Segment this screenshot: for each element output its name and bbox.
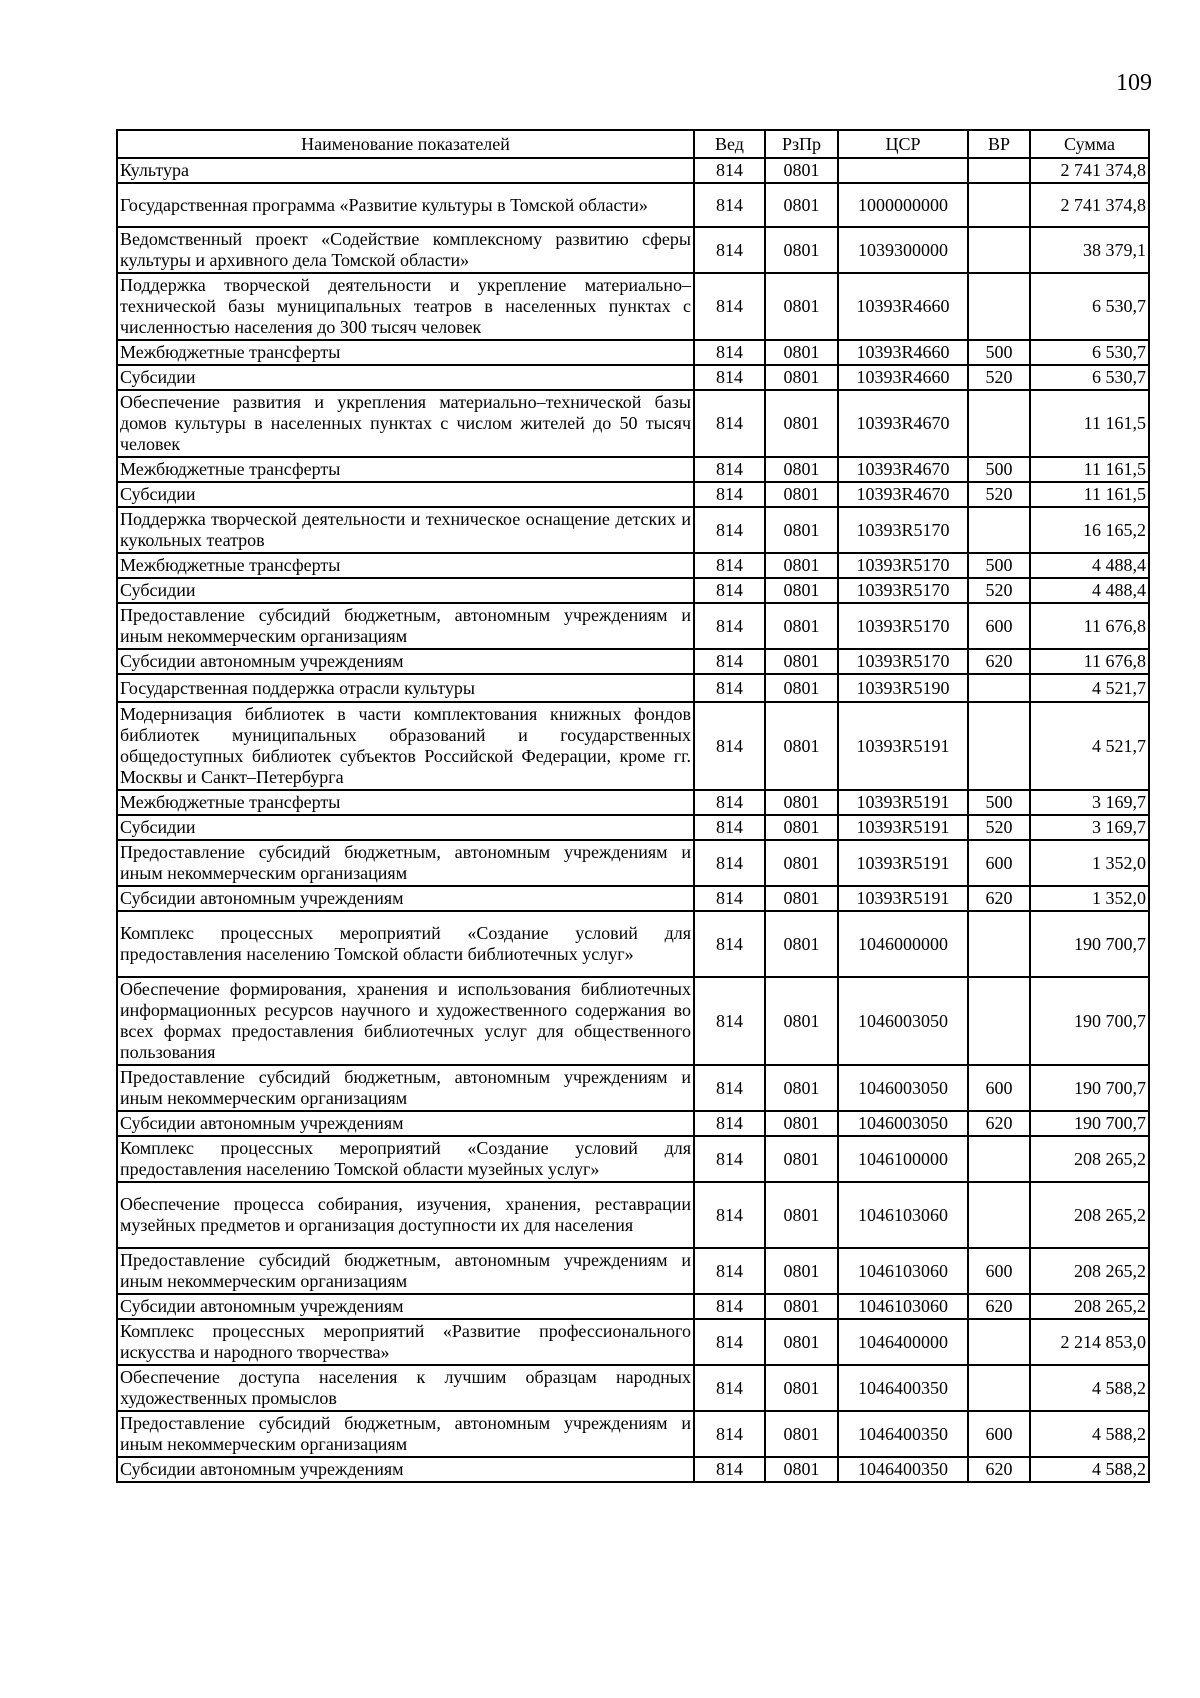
cell-ved: 814	[694, 578, 765, 603]
cell-ved: 814	[694, 390, 765, 457]
cell-sum: 4 521,7	[1030, 702, 1149, 790]
cell-ved: 814	[694, 183, 765, 227]
cell-ved: 814	[694, 1136, 765, 1182]
cell-rzpr: 0801	[765, 1182, 838, 1248]
cell-csr: 1046003050	[838, 977, 968, 1065]
cell-vr: 500	[968, 553, 1030, 578]
cell-name: Субсидии автономным учреждениям	[117, 1294, 694, 1319]
cell-rzpr: 0801	[765, 815, 838, 840]
header-csr: ЦСР	[838, 130, 968, 158]
cell-name: Поддержка творческой деятельности и техническое оснащение детских и кукольных театров	[117, 507, 694, 553]
cell-ved: 814	[694, 603, 765, 649]
cell-vr	[968, 1136, 1030, 1182]
cell-vr	[968, 911, 1030, 977]
table-row	[117, 1411, 1149, 1457]
table-row	[117, 1248, 1149, 1294]
cell-sum: 4 488,4	[1030, 578, 1149, 603]
cell-ved: 814	[694, 674, 765, 702]
cell-sum: 2 741 374,8	[1030, 183, 1149, 227]
cell-rzpr: 0801	[765, 1411, 838, 1457]
cell-sum: 190 700,7	[1030, 1111, 1149, 1136]
table-body	[117, 158, 1149, 1482]
cell-sum: 4 588,2	[1030, 1411, 1149, 1457]
cell-rzpr: 0801	[765, 390, 838, 457]
cell-ved: 814	[694, 1182, 765, 1248]
cell-csr: 10393R5191	[838, 702, 968, 790]
table-row	[117, 1365, 1149, 1411]
table-row	[117, 227, 1149, 273]
table-row	[117, 158, 1149, 183]
cell-ved: 814	[694, 977, 765, 1065]
header-rzpr: РзПр	[765, 130, 838, 158]
cell-rzpr: 0801	[765, 1319, 838, 1365]
cell-name: Предоставление субсидий бюджетным, автономным учреждениям и иным некоммерческим организациям	[117, 840, 694, 886]
cell-rzpr: 0801	[765, 674, 838, 702]
table-row	[117, 603, 1149, 649]
cell-sum: 11 161,5	[1030, 390, 1149, 457]
cell-csr: 10393R5191	[838, 790, 968, 815]
cell-vr: 600	[968, 1065, 1030, 1111]
table-row	[117, 911, 1149, 977]
cell-sum: 38 379,1	[1030, 227, 1149, 273]
cell-vr: 600	[968, 840, 1030, 886]
cell-name: Обеспечение процесса собирания, изучения, хранения, реставрации музейных предметов и организация доступности их для населения	[117, 1182, 694, 1248]
table-row	[117, 1294, 1149, 1319]
cell-csr: 10393R5170	[838, 603, 968, 649]
table-row	[117, 886, 1149, 911]
cell-sum: 208 265,2	[1030, 1136, 1149, 1182]
cell-name: Предоставление субсидий бюджетным, автономным учреждениям и иным некоммерческим организациям	[117, 603, 694, 649]
cell-csr: 10393R5170	[838, 578, 968, 603]
cell-csr	[838, 158, 968, 183]
cell-rzpr: 0801	[765, 1457, 838, 1482]
cell-ved: 814	[694, 886, 765, 911]
header-vr: ВР	[968, 130, 1030, 158]
cell-rzpr: 0801	[765, 183, 838, 227]
cell-name: Субсидии	[117, 365, 694, 390]
cell-ved: 814	[694, 1365, 765, 1411]
cell-vr: 620	[968, 1457, 1030, 1482]
table-row	[117, 365, 1149, 390]
header-ved: Вед	[694, 130, 765, 158]
cell-vr	[968, 183, 1030, 227]
cell-csr: 1046103060	[838, 1182, 968, 1248]
cell-name: Предоставление субсидий бюджетным, автономным учреждениям и иным некоммерческим организациям	[117, 1411, 694, 1457]
cell-vr: 620	[968, 1111, 1030, 1136]
table-row	[117, 273, 1149, 340]
table-row	[117, 390, 1149, 457]
cell-csr: 10393R5170	[838, 649, 968, 674]
table-row	[117, 790, 1149, 815]
page-number: 109	[1116, 70, 1152, 96]
cell-name: Комплекс процессных мероприятий «Создание условий для предоставления населению Томской области библиотечных услуг»	[117, 911, 694, 977]
cell-csr: 10393R5170	[838, 507, 968, 553]
cell-csr: 1046000000	[838, 911, 968, 977]
header-name: Наименование показателей	[117, 130, 694, 158]
table-row	[117, 507, 1149, 553]
cell-vr: 520	[968, 578, 1030, 603]
cell-sum: 208 265,2	[1030, 1294, 1149, 1319]
cell-csr: 1046100000	[838, 1136, 968, 1182]
cell-sum: 3 169,7	[1030, 790, 1149, 815]
cell-vr	[968, 390, 1030, 457]
cell-name: Субсидии	[117, 482, 694, 507]
cell-ved: 814	[694, 815, 765, 840]
cell-name: Комплекс процессных мероприятий «Развитие профессионального искусства и народного творчества»	[117, 1319, 694, 1365]
cell-name: Обеспечение доступа населения к лучшим образцам народных художественных промыслов	[117, 1365, 694, 1411]
cell-vr	[968, 158, 1030, 183]
cell-vr: 620	[968, 886, 1030, 911]
cell-ved: 814	[694, 790, 765, 815]
cell-name: Субсидии автономным учреждениям	[117, 886, 694, 911]
cell-rzpr: 0801	[765, 553, 838, 578]
cell-csr: 10393R5190	[838, 674, 968, 702]
cell-sum: 190 700,7	[1030, 977, 1149, 1065]
cell-vr: 600	[968, 1248, 1030, 1294]
table-row	[117, 1065, 1149, 1111]
table-header-row	[117, 130, 1149, 158]
table-row	[117, 815, 1149, 840]
cell-vr	[968, 977, 1030, 1065]
cell-csr: 10393R4660	[838, 365, 968, 390]
cell-name: Государственная программа «Развитие культуры в Томской области»	[117, 183, 694, 227]
cell-sum: 2 741 374,8	[1030, 158, 1149, 183]
cell-name: Обеспечение развития и укрепления материально–технической базы домов культуры в населенных пунктах с числом жителей до 50 тысяч человек	[117, 390, 694, 457]
cell-rzpr: 0801	[765, 158, 838, 183]
cell-vr: 520	[968, 365, 1030, 390]
cell-csr: 1046103060	[838, 1294, 968, 1319]
cell-ved: 814	[694, 273, 765, 340]
cell-rzpr: 0801	[765, 457, 838, 482]
cell-csr: 10393R4660	[838, 340, 968, 365]
cell-sum: 190 700,7	[1030, 1065, 1149, 1111]
cell-csr: 10393R5191	[838, 886, 968, 911]
table-row	[117, 674, 1149, 702]
cell-ved: 814	[694, 340, 765, 365]
cell-csr: 10393R5191	[838, 815, 968, 840]
cell-ved: 814	[694, 1319, 765, 1365]
cell-ved: 814	[694, 1411, 765, 1457]
cell-rzpr: 0801	[765, 790, 838, 815]
table-row	[117, 1182, 1149, 1248]
cell-ved: 814	[694, 365, 765, 390]
cell-vr	[968, 1182, 1030, 1248]
cell-csr: 10393R5170	[838, 553, 968, 578]
cell-ved: 814	[694, 553, 765, 578]
cell-rzpr: 0801	[765, 1136, 838, 1182]
cell-rzpr: 0801	[765, 977, 838, 1065]
cell-csr: 1046003050	[838, 1111, 968, 1136]
cell-ved: 814	[694, 1065, 765, 1111]
cell-rzpr: 0801	[765, 482, 838, 507]
cell-name: Предоставление субсидий бюджетным, автономным учреждениям и иным некоммерческим организациям	[117, 1065, 694, 1111]
cell-name: Государственная поддержка отрасли культуры	[117, 674, 694, 702]
cell-vr: 600	[968, 1411, 1030, 1457]
cell-csr: 1046103060	[838, 1248, 968, 1294]
table-row	[117, 840, 1149, 886]
cell-rzpr: 0801	[765, 840, 838, 886]
cell-rzpr: 0801	[765, 273, 838, 340]
cell-sum: 190 700,7	[1030, 911, 1149, 977]
cell-vr: 520	[968, 815, 1030, 840]
cell-sum: 11 676,8	[1030, 649, 1149, 674]
table-row	[117, 482, 1149, 507]
cell-csr: 1046400000	[838, 1319, 968, 1365]
cell-rzpr: 0801	[765, 1248, 838, 1294]
cell-vr	[968, 507, 1030, 553]
cell-rzpr: 0801	[765, 227, 838, 273]
cell-vr	[968, 227, 1030, 273]
cell-sum: 16 165,2	[1030, 507, 1149, 553]
cell-csr: 1039300000	[838, 227, 968, 273]
cell-sum: 11 676,8	[1030, 603, 1149, 649]
cell-sum: 4 588,2	[1030, 1365, 1149, 1411]
cell-vr	[968, 702, 1030, 790]
cell-sum: 6 530,7	[1030, 365, 1149, 390]
cell-ved: 814	[694, 649, 765, 674]
cell-ved: 814	[694, 507, 765, 553]
cell-name: Субсидии автономным учреждениям	[117, 1111, 694, 1136]
table-row	[117, 1319, 1149, 1365]
cell-name: Ведомственный проект «Содействие комплексному развитию сферы культуры и архивного дела Томской области»	[117, 227, 694, 273]
cell-sum: 1 352,0	[1030, 886, 1149, 911]
cell-name: Комплекс процессных мероприятий «Создание условий для предоставления населению Томской области музейных услуг»	[117, 1136, 694, 1182]
cell-name: Субсидии автономным учреждениям	[117, 649, 694, 674]
cell-vr: 500	[968, 340, 1030, 365]
cell-csr: 10393R4670	[838, 482, 968, 507]
cell-vr: 600	[968, 603, 1030, 649]
cell-rzpr: 0801	[765, 1294, 838, 1319]
cell-rzpr: 0801	[765, 1365, 838, 1411]
cell-ved: 814	[694, 911, 765, 977]
cell-csr: 1046400350	[838, 1457, 968, 1482]
cell-vr: 500	[968, 457, 1030, 482]
table-row	[117, 340, 1149, 365]
table-row	[117, 457, 1149, 482]
cell-name: Межбюджетные трансферты	[117, 790, 694, 815]
table-row	[117, 649, 1149, 674]
cell-rzpr: 0801	[765, 507, 838, 553]
cell-csr: 10393R4670	[838, 457, 968, 482]
cell-ved: 814	[694, 482, 765, 507]
cell-sum: 208 265,2	[1030, 1182, 1149, 1248]
cell-rzpr: 0801	[765, 1065, 838, 1111]
cell-csr: 10393R5191	[838, 840, 968, 886]
cell-sum: 11 161,5	[1030, 457, 1149, 482]
cell-name: Модернизация библиотек в части комплектования книжных фондов библиотек муниципальных образований и государственных общедоступных библиотек субъектов Российской Федерации, кроме гг. Москвы и Санкт–Петербурга	[117, 702, 694, 790]
cell-csr: 10393R4660	[838, 273, 968, 340]
cell-ved: 814	[694, 227, 765, 273]
table-row	[117, 977, 1149, 1065]
cell-rzpr: 0801	[765, 702, 838, 790]
cell-name: Субсидии автономным учреждениям	[117, 1457, 694, 1482]
cell-csr: 1046400350	[838, 1411, 968, 1457]
cell-sum: 1 352,0	[1030, 840, 1149, 886]
cell-csr: 1046003050	[838, 1065, 968, 1111]
table-row	[117, 1136, 1149, 1182]
cell-vr: 620	[968, 649, 1030, 674]
table-row	[117, 1111, 1149, 1136]
cell-ved: 814	[694, 702, 765, 790]
cell-ved: 814	[694, 1248, 765, 1294]
cell-vr	[968, 273, 1030, 340]
cell-rzpr: 0801	[765, 886, 838, 911]
cell-sum: 208 265,2	[1030, 1248, 1149, 1294]
cell-ved: 814	[694, 457, 765, 482]
cell-ved: 814	[694, 1294, 765, 1319]
table-row	[117, 702, 1149, 790]
cell-name: Межбюджетные трансферты	[117, 553, 694, 578]
cell-name: Поддержка творческой деятельности и укрепление материально–технической базы муниципальных театров в населенных пунктах с численностью населения до 300 тысяч человек	[117, 273, 694, 340]
cell-rzpr: 0801	[765, 578, 838, 603]
cell-sum: 6 530,7	[1030, 340, 1149, 365]
table-row	[117, 183, 1149, 227]
cell-vr: 500	[968, 790, 1030, 815]
cell-name: Предоставление субсидий бюджетным, автономным учреждениям и иным некоммерческим организациям	[117, 1248, 694, 1294]
cell-sum: 2 214 853,0	[1030, 1319, 1149, 1365]
cell-rzpr: 0801	[765, 649, 838, 674]
cell-vr: 520	[968, 482, 1030, 507]
cell-ved: 814	[694, 1111, 765, 1136]
cell-sum: 11 161,5	[1030, 482, 1149, 507]
table-row	[117, 553, 1149, 578]
cell-csr: 10393R4670	[838, 390, 968, 457]
header-sum: Сумма	[1030, 130, 1149, 158]
cell-rzpr: 0801	[765, 365, 838, 390]
cell-sum: 3 169,7	[1030, 815, 1149, 840]
cell-name: Субсидии	[117, 815, 694, 840]
table-row	[117, 578, 1149, 603]
cell-rzpr: 0801	[765, 1111, 838, 1136]
cell-vr	[968, 1319, 1030, 1365]
cell-rzpr: 0801	[765, 911, 838, 977]
budget-table	[116, 129, 1150, 1483]
cell-sum: 4 588,2	[1030, 1457, 1149, 1482]
cell-csr: 1046400350	[838, 1365, 968, 1411]
cell-vr	[968, 1365, 1030, 1411]
cell-ved: 814	[694, 1457, 765, 1482]
cell-vr: 620	[968, 1294, 1030, 1319]
cell-vr	[968, 674, 1030, 702]
cell-rzpr: 0801	[765, 340, 838, 365]
cell-csr: 1000000000	[838, 183, 968, 227]
cell-name: Межбюджетные трансферты	[117, 457, 694, 482]
cell-name: Субсидии	[117, 578, 694, 603]
cell-sum: 4 521,7	[1030, 674, 1149, 702]
cell-ved: 814	[694, 840, 765, 886]
cell-rzpr: 0801	[765, 603, 838, 649]
cell-sum: 4 488,4	[1030, 553, 1149, 578]
cell-name: Обеспечение формирования, хранения и использования библиотечных информационных ресурсов научного и художественного содержания во всех формах предоставления библиотечных услуг для общественного пользования	[117, 977, 694, 1065]
cell-name: Межбюджетные трансферты	[117, 340, 694, 365]
cell-name: Культура	[117, 158, 694, 183]
cell-ved: 814	[694, 158, 765, 183]
cell-sum: 6 530,7	[1030, 273, 1149, 340]
table-row	[117, 1457, 1149, 1482]
